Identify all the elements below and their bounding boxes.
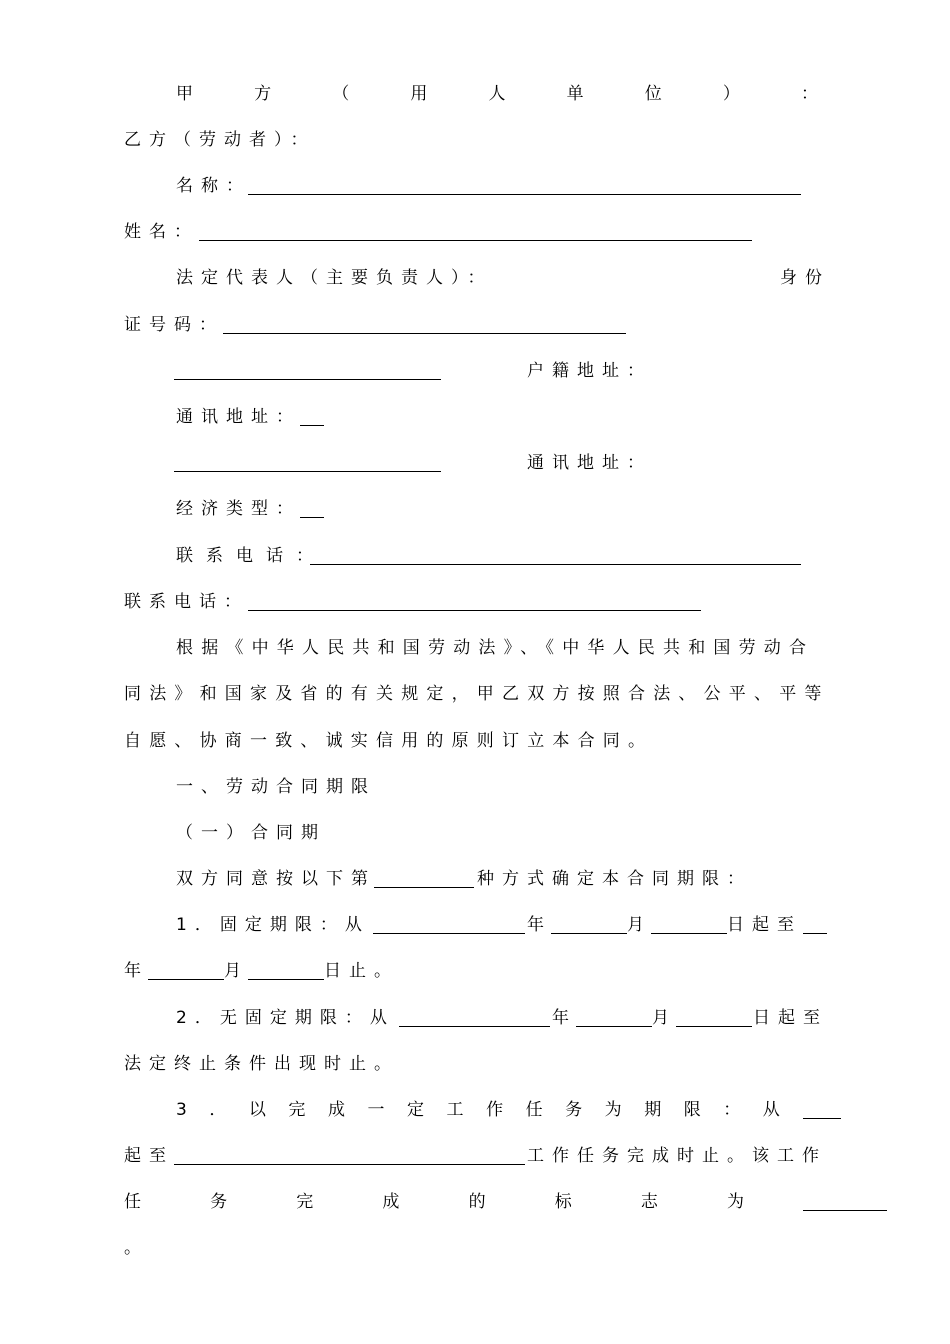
fixed-end-month-line[interactable] — [148, 979, 224, 980]
fixed-end-text: 日止。 — [324, 961, 399, 981]
basis-paragraph-line-2: 同法》和国家及省的有关规定，甲乙双方按照合法、公平、平等 — [124, 684, 830, 704]
task-end-field-line[interactable] — [174, 1164, 525, 1165]
economic-type-field-line[interactable] — [300, 517, 324, 518]
mailing-address-label-b: 通讯地址： — [527, 453, 652, 473]
person-name-field-line[interactable] — [199, 240, 752, 241]
task-line-2-b: 工作任务完成时止。该工作 — [527, 1146, 827, 1166]
mailing-address-a-field-line[interactable] — [300, 425, 324, 426]
fixed-end-year-line-a[interactable] — [803, 933, 827, 934]
open-day-to: 日起至 — [753, 1008, 828, 1028]
fixed-year-unit-2: 年 — [124, 961, 149, 981]
phone-b-field-line[interactable] — [248, 610, 701, 611]
party-a-title: 甲 方 （ 用 人 单 位 ） ： — [176, 84, 818, 104]
legal-rep-label: 法定代表人（主要负责人）： — [176, 268, 493, 288]
fixed-start-year-line[interactable] — [373, 933, 525, 934]
basis-paragraph-line-1: 根据《中华人民共和国劳动法》、《中华人民共和国劳动合 — [176, 638, 815, 658]
phone-label-a: 联系电话： — [176, 546, 326, 566]
task-line-2-a: 起至 — [124, 1146, 174, 1166]
open-month-unit: 月 — [652, 1008, 677, 1028]
fixed-month-unit-2: 月 — [224, 961, 249, 981]
id-label-part2: 证号码： — [124, 315, 224, 335]
open-start-year-line[interactable] — [399, 1026, 550, 1027]
fixed-day-to: 日起至 — [727, 915, 802, 935]
open-term-label: 2．无固定期限：从 — [176, 1008, 395, 1028]
legal-rep-field-line[interactable] — [174, 379, 441, 380]
fixed-end-day-line[interactable] — [248, 979, 324, 980]
open-start-month-line[interactable] — [576, 1026, 652, 1027]
term-option-field-line[interactable] — [374, 887, 474, 888]
economic-type-label: 经济类型： — [176, 499, 301, 519]
mailing-address-a-field-line-2[interactable] — [174, 471, 441, 472]
open-start-day-line[interactable] — [676, 1026, 752, 1027]
phone-label-b: 联系电话： — [124, 592, 249, 612]
task-end-punct: 。 — [124, 1238, 149, 1258]
party-b-title: 乙方（劳动者）： — [124, 130, 316, 150]
fixed-term-label: 1．固定期限：从 — [176, 915, 370, 935]
task-line-3: 任 务 完 成 的 标 志 为 — [124, 1192, 744, 1212]
task-completion-mark-field-line[interactable] — [803, 1210, 887, 1211]
name-label: 名称： — [176, 176, 251, 196]
section-1-title: 一、劳动合同期限 — [176, 777, 376, 797]
id-label-part1: 身份 — [780, 268, 830, 288]
fixed-start-month-line[interactable] — [551, 933, 627, 934]
task-start-field-line[interactable] — [803, 1118, 841, 1119]
fixed-start-day-line[interactable] — [651, 933, 727, 934]
open-year-unit: 年 — [552, 1008, 577, 1028]
open-term-line-2: 法定终止条件出现时止。 — [124, 1054, 399, 1074]
task-term-label: 3 ． 以 完 成 一 定 工 作 任 务 为 期 限 ： 从 — [176, 1100, 780, 1120]
term-intro-b: 种方式确定本合同期限： — [477, 869, 752, 889]
fixed-month-unit: 月 — [627, 915, 652, 935]
subsection-1-title: （一）合同期 — [176, 823, 326, 843]
id-field-line[interactable] — [223, 333, 626, 334]
name-field-line[interactable] — [248, 194, 801, 195]
fixed-year-unit: 年 — [527, 915, 552, 935]
mailing-address-label-a: 通讯地址： — [176, 407, 301, 427]
household-address-label: 户籍地址： — [527, 361, 652, 381]
term-intro-a: 双方同意按以下第 — [176, 869, 376, 889]
basis-paragraph-line-3: 自愿、协商一致、诚实信用的原则订立本合同。 — [124, 731, 654, 751]
phone-a-field-line[interactable] — [310, 564, 801, 565]
person-name-label: 姓名： — [124, 222, 199, 242]
